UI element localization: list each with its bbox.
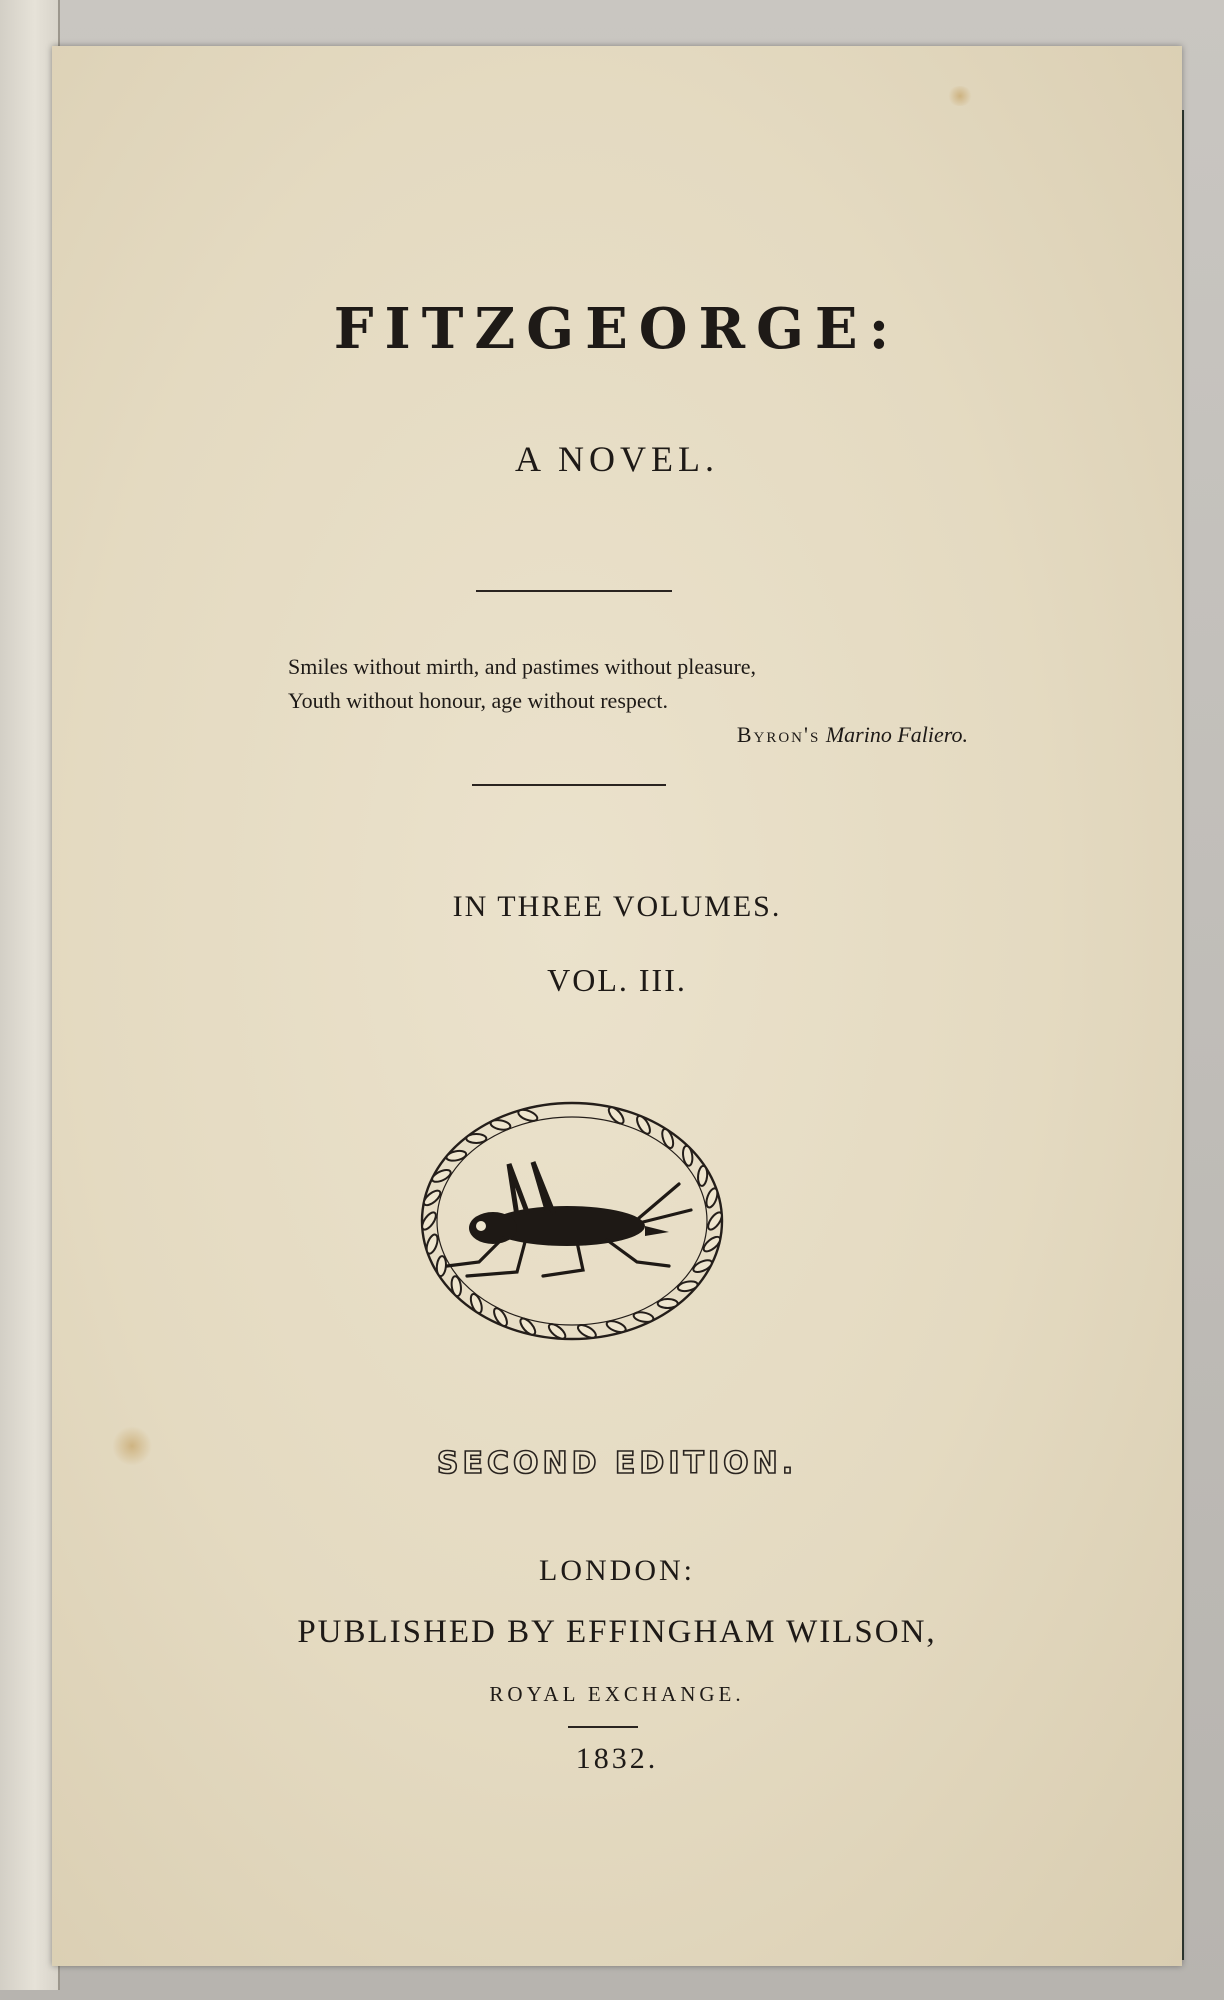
divider-rule <box>476 590 672 592</box>
laurel-leaf-icon <box>490 1119 511 1132</box>
attribution-author: Byron's <box>736 722 821 747</box>
laurel-leaf-icon <box>660 1128 675 1150</box>
epigraph-line: Youth without honour, age without respect. <box>288 688 669 713</box>
laurel-leaf-icon <box>658 1299 678 1308</box>
laurel-leaf-icon <box>466 1134 486 1143</box>
laurel-leaf-icon <box>446 1149 467 1162</box>
divider-rule <box>472 784 666 786</box>
facing-page-edge <box>0 0 60 1990</box>
laurel-leaf-icon <box>430 1168 452 1185</box>
laurel-leaf-icon <box>704 1187 719 1209</box>
laurel-leaf-icon <box>469 1293 484 1315</box>
epigraph <box>288 650 968 752</box>
book-title: FITZGEORGE: <box>333 296 901 362</box>
laurel-leaf-icon <box>492 1306 510 1328</box>
laurel-leaf-icon <box>436 1256 447 1277</box>
foxing-spot <box>947 86 973 106</box>
imprint-year: 1832. <box>575 1742 659 1775</box>
laurel-leaf-icon <box>692 1258 714 1275</box>
imprint-address: ROYAL EXCHANGE. <box>489 1682 745 1706</box>
grasshopper-wreath-icon <box>407 1086 737 1356</box>
volumes-statement: IN THREE VOLUMES. <box>452 890 782 923</box>
title-page <box>52 46 1182 1966</box>
laurel-leaf-icon <box>424 1233 439 1255</box>
edition-statement: SECOND EDITION. <box>436 1446 798 1481</box>
laurel-leaf-icon <box>633 1311 654 1324</box>
laurel-leaf-icon <box>697 1166 708 1187</box>
laurel-leaf-icon <box>701 1234 722 1254</box>
laurel-leaf-icon <box>635 1114 653 1136</box>
epigraph-line: Smiles without mirth, and pastimes without pleasure, <box>288 654 757 679</box>
imprint-city: LONDON: <box>539 1554 695 1587</box>
laurel-leaf-icon <box>422 1188 443 1208</box>
epigraph-attribution <box>288 718 968 752</box>
laurel-leaf-icon <box>517 1108 539 1124</box>
volume-number: VOL. III. <box>547 962 687 998</box>
laurel-leaf-icon <box>605 1319 627 1335</box>
laurel-leaf-icon <box>677 1280 698 1293</box>
imprint-rule <box>568 1726 638 1728</box>
imprint-publisher: PUBLISHED BY EFFINGHAM WILSON, <box>297 1614 937 1650</box>
attribution-work: Marino Faliero. <box>825 722 968 747</box>
book-subtitle: A NOVEL. <box>515 439 719 479</box>
